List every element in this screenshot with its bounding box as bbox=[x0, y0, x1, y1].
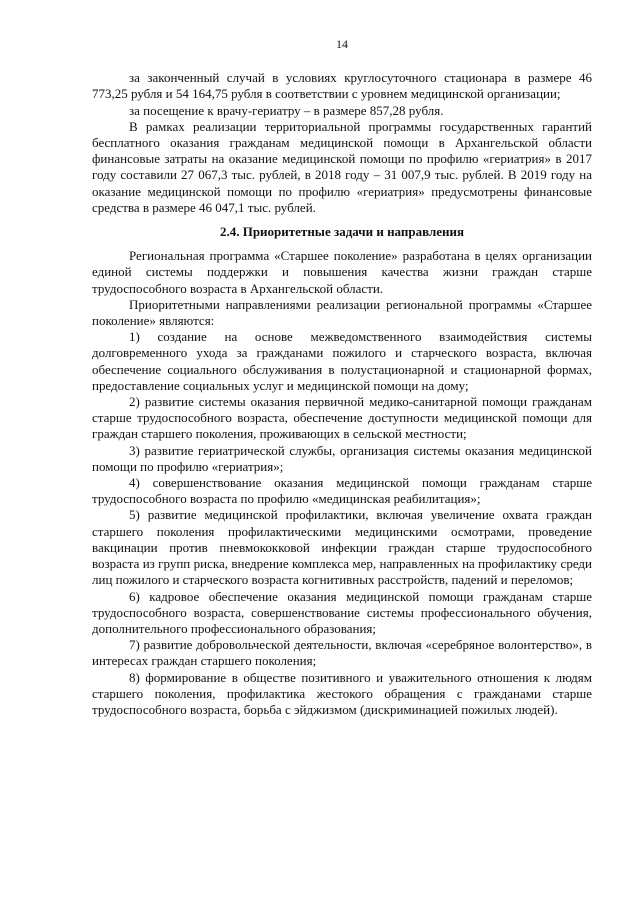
text-after-heading bbox=[92, 248, 592, 718]
list-item: 5) развитие медицинской профилактики, включая увеличение охвата граждан старшего поколения профилактическими медицинскими осмотрами, проведение вакцинации против пневмококковой инфекции граждан старше трудоспособного возраста из групп риска, внедрение комплекса мер, направленных на профилактику среди лиц пожилого и старческого возраста когнитивных расстройств, падений и переломов; bbox=[92, 507, 592, 588]
text-before-heading bbox=[92, 70, 592, 216]
list-item: 6) кадровое обеспечение оказания медицинской помощи гражданам старше трудоспособного возраста, совершенствование системы профессионального обучения, дополнительного профессионального образования; bbox=[92, 588, 592, 636]
list-item: 3) развитие гериатрической службы, организация системы оказания медицинской помощи по профилю «гериатрия»; bbox=[92, 442, 592, 474]
list-item: 1) создание на основе межведомственного взаимодействия системы долговременного ухода за гражданами пожилого и старческого возраста, включая обеспечение социального обслуживания в полустационарной и стационарной формах, предоставление социальных услуг и медицинской помощи на дому; bbox=[92, 329, 592, 393]
paragraph: за законченный случай в условиях круглосуточного стационара в размере 46 773,25 рубля и 54 164,75 рубля в соответствии с уровнем медицинской организации; bbox=[92, 70, 592, 102]
list-item: 7) развитие добровольческой деятельности, включая «серебряное волонтерство», в интересах граждан старшего поколения; bbox=[92, 637, 592, 669]
paragraph: Региональная программа «Старшее поколение» разработана в целях организации единой системы поддержки и повышения качества жизни граждан старше трудоспособного возраста в Архангельской области. bbox=[92, 248, 592, 296]
section-heading: 2.4. Приоритетные задачи и направления bbox=[219, 224, 465, 240]
page-number: 14 bbox=[336, 37, 348, 51]
paragraph: Приоритетными направлениями реализации региональной программы «Старшее поколение» являются: bbox=[92, 296, 592, 329]
paragraph: В рамках реализации территориальной программы государственных гарантий бесплатного оказания гражданам медицинской помощи в Архангельской области финансовые затраты на оказание медицинской помощи по профилю «гериатрия» в 2017 году составили 27 067,3 тыс. рублей, в 2018 году – 31 007,9 тыс. рублей. В 2019 году на оказание медицинской помощи по профилю «гериатрия» предусмотрены финансовые средства в размере 46 047,1 тыс. рублей. bbox=[92, 118, 592, 215]
list-item: 8) формирование в обществе позитивного и уважительного отношения к людям старшего поколения, профилактика жестокого обращения с гражданами старше трудоспособного возраста, борьба с эйджизмом (дискриминацией пожилых людей). bbox=[92, 669, 592, 717]
paragraph: за посещение к врачу-гериатру – в размере 857,28 рубля. bbox=[129, 102, 444, 118]
list-item: 4) совершенствование оказания медицинской помощи гражданам старше трудоспособного возраста по профилю «медицинская реабилитация»; bbox=[92, 475, 592, 507]
list-item: 2) развитие системы оказания первичной медико-санитарной помощи гражданам старше трудоспособного возраста, обеспечение доступности медицинской помощи для граждан старшего поколения, проживающих в сельской местности; bbox=[92, 394, 592, 442]
